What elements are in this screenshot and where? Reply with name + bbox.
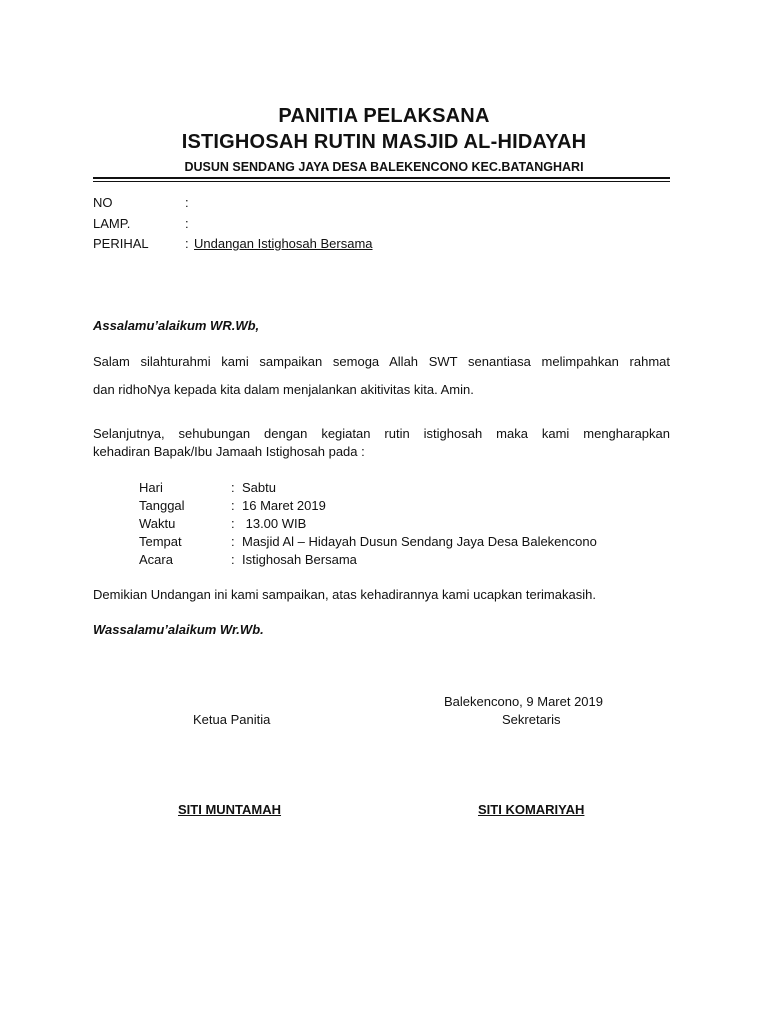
meta-perihal-value: Undangan Istighosah Bersama xyxy=(194,236,373,251)
meta-no-colon: : xyxy=(185,195,189,210)
paragraph-3: Demikian Undangan ini kami sampaikan, atas kehadirannya kami ucapkan terimakasih. xyxy=(93,587,596,602)
meta-lamp-colon: : xyxy=(185,216,189,231)
closing-salutation: Wassalamu’alaikum Wr.Wb. xyxy=(93,622,264,637)
meta-no-label: NO xyxy=(93,195,113,210)
meta-perihal-label: PERIHAL xyxy=(93,236,149,251)
detail-label: Acara xyxy=(139,552,173,567)
paragraph-1 xyxy=(93,354,670,369)
right-signatory-name: SITI KOMARIYAH xyxy=(478,802,585,817)
letterhead-rule-thin xyxy=(93,181,670,182)
detail-value: 13.00 WIB xyxy=(242,516,307,531)
detail-colon: : xyxy=(231,480,235,495)
letterhead-title: PANITIA PELAKSANA xyxy=(278,105,490,127)
greeting: Assalamu’alaikum WR.Wb, xyxy=(93,318,260,333)
detail-colon: : xyxy=(231,516,235,531)
paragraph-2b xyxy=(93,444,670,459)
detail-colon: : xyxy=(231,552,235,567)
paragraph-2-line-2: kehadiran Bapak/Ibu Jamaah Istighosah pada : xyxy=(93,444,365,459)
meta-lamp-label: LAMP. xyxy=(93,216,131,231)
detail-label: Waktu xyxy=(139,516,176,531)
left-signatory-role: Ketua Panitia xyxy=(193,712,271,727)
meta-perihal-colon: : xyxy=(185,236,189,251)
detail-label: Hari xyxy=(139,480,163,495)
detail-colon: : xyxy=(231,534,235,549)
detail-value: 16 Maret 2019 xyxy=(242,498,326,513)
detail-label: Tempat xyxy=(139,534,182,549)
detail-value: Istighosah Bersama xyxy=(242,552,357,567)
detail-value: Masjid Al – Hidayah Dusun Sendang Jaya Desa Balekencono xyxy=(242,534,597,549)
detail-value: Sabtu xyxy=(242,480,276,495)
letterhead-subtitle: ISTIGHOSAH RUTIN MASJID AL-HIDAYAH xyxy=(181,131,587,153)
detail-colon: : xyxy=(231,498,235,513)
paragraph-2-line-1: Selanjutnya, sehubungan dengan kegiatan rutin istighosah maka kami mengharapkan xyxy=(93,426,670,441)
letterhead-rule-thick xyxy=(93,177,670,179)
paragraph-2 xyxy=(93,426,670,441)
place-date: Balekencono, 9 Maret 2019 xyxy=(444,694,603,709)
left-signatory-name: SITI MUNTAMAH xyxy=(178,802,282,817)
paragraph-1b xyxy=(93,382,670,397)
letterhead-address: DUSUN SENDANG JAYA DESA BALEKENCONO KEC.BATANGHARI xyxy=(184,160,584,174)
detail-label: Tanggal xyxy=(139,498,185,513)
paragraph-1-line-2: dan ridhoNya kepada kita dalam menjalankan akitivitas kita. Amin. xyxy=(93,382,474,397)
paragraph-1-line-1: Salam silahturahmi kami sampaikan semoga Allah SWT senantiasa melimpahkan rahmat xyxy=(93,354,670,369)
right-signatory-role: Sekretaris xyxy=(502,712,561,727)
